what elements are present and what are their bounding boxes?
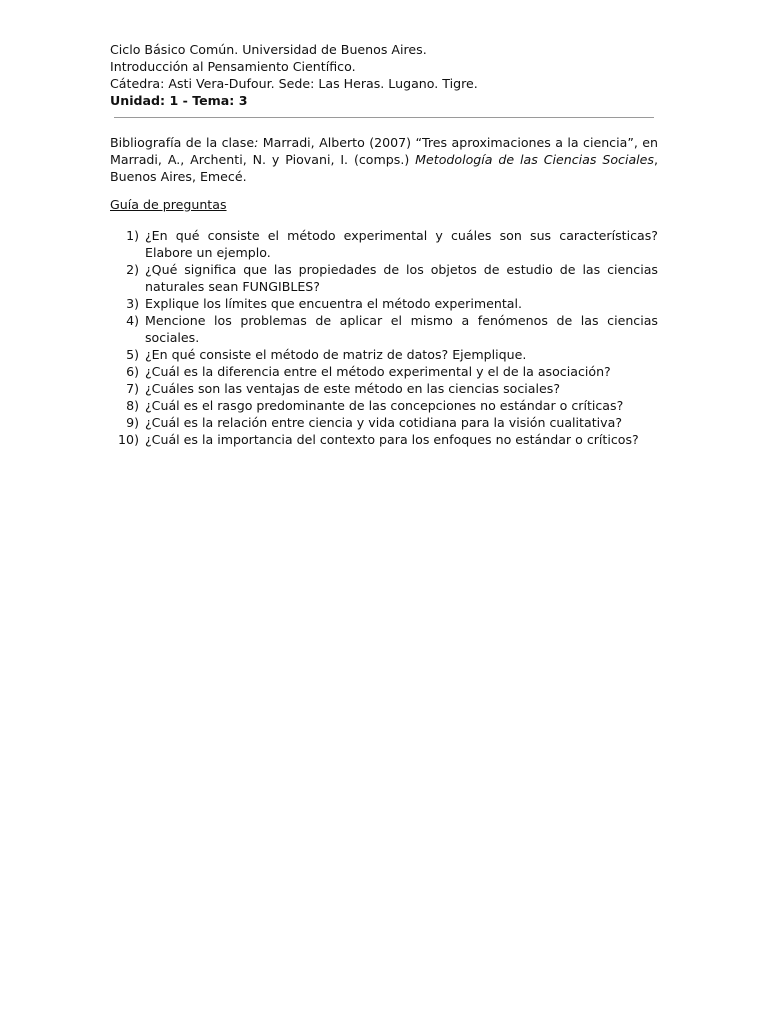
question-number: 3) bbox=[126, 296, 139, 311]
document-page bbox=[110, 41, 658, 448]
question-text: Explique los límites que encuentra el método experimental. bbox=[145, 296, 523, 311]
question-item bbox=[110, 227, 658, 261]
header-course: Introducción al Pensamiento Científico. bbox=[110, 59, 356, 74]
question-item bbox=[110, 380, 658, 397]
question-text: ¿Cuál es la importancia del contexto para los enfoques no estándar o críticos? bbox=[145, 432, 639, 447]
question-text: Mencione los problemas de aplicar el mismo a fenómenos de las ciencias sociales. bbox=[145, 313, 658, 345]
bibliography-colon: : bbox=[254, 135, 259, 150]
bibliography-paragraph bbox=[110, 134, 658, 185]
question-number: 4) bbox=[126, 313, 139, 328]
question-text: ¿En qué consiste el método de matriz de datos? Ejemplique. bbox=[145, 347, 527, 362]
question-text: ¿Cuál es la diferencia entre el método experimental y el de la asociación? bbox=[145, 364, 611, 379]
question-number: 1) bbox=[126, 228, 139, 243]
question-item bbox=[110, 397, 658, 414]
question-text: ¿En qué consiste el método experimental y cuáles son sus características? Elabore un ejemplo. bbox=[145, 228, 658, 260]
header-unit: Unidad: 1 - Tema: 3 bbox=[110, 93, 248, 108]
header-chair: Cátedra: Asti Vera-Dufour. Sede: Las Heras. Lugano. Tigre. bbox=[110, 76, 478, 91]
question-number: 10) bbox=[118, 432, 139, 447]
header-divider bbox=[114, 117, 654, 118]
question-item bbox=[110, 363, 658, 380]
question-item bbox=[110, 295, 658, 312]
question-list bbox=[110, 227, 658, 448]
header-institution: Ciclo Básico Común. Universidad de Buenos Aires. bbox=[110, 42, 427, 57]
bibliography-citation-start: Marradi, Alberto (2007) “Tres aproximaciones a la ciencia”, en Marradi, A., Archenti, N. y Piovani, I. (comps.) bbox=[110, 135, 659, 167]
question-text: ¿Cuál es el rasgo predominante de las concepciones no estándar o críticas? bbox=[145, 398, 624, 413]
question-number: 9) bbox=[126, 415, 139, 430]
question-text: ¿Cuáles son las ventajas de este método en las ciencias sociales? bbox=[145, 381, 561, 396]
question-number: 7) bbox=[126, 381, 139, 396]
bibliography-label: Bibliografía de la clase bbox=[110, 135, 255, 150]
question-item bbox=[110, 431, 658, 448]
question-number: 8) bbox=[126, 398, 139, 413]
question-item bbox=[110, 414, 658, 431]
question-text: ¿Qué significa que las propiedades de los objetos de estudio de las ciencias naturales sean FUNGIBLES? bbox=[145, 262, 658, 294]
bibliography-citation-end: , Buenos Aires, Emecé. bbox=[110, 152, 658, 184]
question-item bbox=[110, 261, 658, 295]
question-number: 5) bbox=[126, 347, 139, 362]
question-number: 6) bbox=[126, 364, 139, 379]
question-number: 2) bbox=[126, 262, 139, 277]
question-item bbox=[110, 312, 658, 346]
guide-title: Guía de preguntas bbox=[110, 197, 227, 212]
question-text: ¿Cuál es la relación entre ciencia y vida cotidiana para la visión cualitativa? bbox=[145, 415, 623, 430]
bibliography-book-title: Metodología de las Ciencias Sociales bbox=[415, 152, 654, 167]
question-item bbox=[110, 346, 658, 363]
